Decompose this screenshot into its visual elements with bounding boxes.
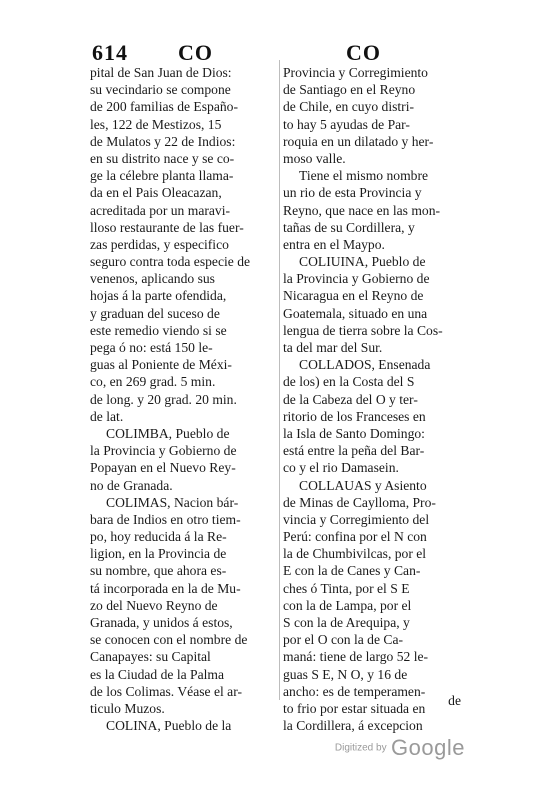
text-line: COLINA, Pueblo de la xyxy=(106,718,232,734)
text-line: pega ó no: está 150 le- xyxy=(90,340,213,355)
text-line: ancho: es de temperamen- xyxy=(283,683,426,699)
text-line: la Provincia y Gobierno de xyxy=(283,271,430,287)
text-line: ge la célebre planta llama- xyxy=(90,168,234,184)
text-line: COLIUINA, Pueblo de xyxy=(299,254,426,270)
text-line: Perú: confina por el N con xyxy=(283,529,427,545)
text-line: Nicaragua en el Reyno de xyxy=(283,288,424,304)
text-line: guas S E, N O, y 16 de xyxy=(283,666,408,682)
text-line: de long. y 20 grad. 20 min. xyxy=(90,391,237,407)
text-line: no de Granada. xyxy=(90,477,173,493)
text-line: maná: tiene de largo 52 le- xyxy=(283,649,429,665)
text-line: ticulo Muzos. xyxy=(90,700,165,716)
text-line: S con la de Arequipa, y xyxy=(283,615,410,630)
right-text-column xyxy=(283,64,469,734)
column-divider xyxy=(279,60,280,700)
text-line: Reyno, que nace en las mon- xyxy=(283,202,441,218)
text-line: este remedio viendo si se xyxy=(90,322,227,338)
text-line: hojas á la parte ofendida, xyxy=(90,288,227,304)
text-line: ta del mar del Sur. xyxy=(283,340,383,355)
catchword: de xyxy=(448,693,461,708)
text-line: se conocen con el nombre de xyxy=(90,632,248,648)
text-line: COLLAUAS y Asiento xyxy=(299,477,427,493)
text-line: entra en el Maypo. xyxy=(283,236,385,252)
text-line: Goatemala, situado en una xyxy=(283,305,428,321)
text-line: venenos, aplicando sus xyxy=(90,271,215,287)
text-line: Canapayes: su Capital xyxy=(90,649,211,665)
google-logo: Google xyxy=(391,735,465,760)
text-line: la Provincia y Gobierno de xyxy=(90,443,237,459)
text-line: de 200 familias de Españo- xyxy=(90,99,238,115)
text-line: Popayan en el Nuevo Rey- xyxy=(90,460,236,476)
text-line: ligion, en la Provincia de xyxy=(90,546,227,562)
text-line: de Santiago en el Reyno xyxy=(283,82,416,98)
text-line: les, 122 de Mestizos, 15 xyxy=(90,116,222,132)
text-line: por el O con la de Ca- xyxy=(283,632,404,648)
text-line: Tiene el mismo nombre xyxy=(299,168,429,184)
text-line: da en el Pais Oleacazan, xyxy=(90,185,222,201)
text-line: en su distrito nace y se co- xyxy=(90,150,235,166)
text-line: está entre la peña del Bar- xyxy=(283,443,425,459)
text-line: lengua de tierra sobre la Cos- xyxy=(283,322,443,338)
text-line: de Chile, en cuyo distri- xyxy=(283,99,414,115)
text-line: su vecindario se compone xyxy=(90,82,231,98)
text-line: COLLADOS, Ensenada xyxy=(299,357,431,373)
text-line: lloso restaurante de las fuer- xyxy=(90,219,244,235)
text-line: Provincia y Corregimiento xyxy=(283,65,428,80)
text-line: de los Colimas. Véase el ar- xyxy=(90,683,242,699)
text-line: acreditada por un maravi- xyxy=(90,202,231,218)
right-running-head: CO xyxy=(346,40,381,65)
text-line: to frio por estar situada en xyxy=(283,700,426,716)
text-line: guas al Poniente de Méxi- xyxy=(90,357,232,373)
text-line: tañas de su Cordillera, y xyxy=(283,219,415,235)
text-line: co y el rio Damasein. xyxy=(283,460,399,476)
text-line: un rio de esta Provincia y xyxy=(283,185,422,201)
text-line: y graduan del suceso de xyxy=(90,305,220,321)
text-line: to hay 5 ayudas de Par- xyxy=(283,116,410,132)
text-line: de la Cabeza del O y ter- xyxy=(283,391,418,407)
text-line: COLIMBA, Pueblo de xyxy=(106,425,230,441)
text-line: con la de Lampa, por el xyxy=(283,597,412,613)
text-line: pital de San Juan de Dios: xyxy=(90,65,232,80)
text-line: tá incorporada en la de Mu- xyxy=(90,580,241,596)
text-line: la Cordillera, á excepcion xyxy=(283,718,423,734)
digitized-watermark xyxy=(335,735,465,761)
left-text-column xyxy=(90,64,276,734)
text-line: es la Ciudad de la Palma xyxy=(90,666,225,682)
text-line: la Isla de Santo Domingo: xyxy=(283,425,425,441)
watermark-prefix: Digitized by xyxy=(334,742,387,754)
text-line: de Minas de Caylloma, Pro- xyxy=(283,494,436,510)
text-line: Granada, y unidos á estos, xyxy=(90,615,233,630)
text-line: de los) en la Costa del S xyxy=(283,374,415,390)
text-line: ches ó Tinta, por el S E xyxy=(283,580,410,596)
text-line: vincia y Corregimiento del xyxy=(283,511,430,527)
text-line: seguro contra toda especie de xyxy=(90,254,251,270)
text-line: moso valle. xyxy=(283,150,346,166)
text-line: po, hoy reducida á la Re- xyxy=(90,529,227,545)
text-line: E con la de Canes y Can- xyxy=(283,563,421,579)
text-line: de lat. xyxy=(90,408,124,424)
text-line: ritorio de los Franceses en xyxy=(283,408,426,424)
text-line: zo del Nuevo Reyno de xyxy=(90,597,218,613)
text-line: la de Chumbivilcas, por el xyxy=(283,546,427,562)
text-line: bara de Indios en otro tiem- xyxy=(90,511,241,527)
text-line: roquia en un dilatado y her- xyxy=(283,133,434,149)
text-line: COLIMAS, Nacion bár- xyxy=(106,494,239,510)
left-running-head: CO xyxy=(178,40,213,65)
text-line: su nombre, que ahora es- xyxy=(90,563,227,579)
text-line: zas perdidas, y especifico xyxy=(90,236,229,252)
text-line: co, en 269 grad. 5 min. xyxy=(90,374,216,390)
page-number: 614 xyxy=(92,40,128,65)
text-line: de Mulatos y 22 de Indios: xyxy=(90,133,236,149)
